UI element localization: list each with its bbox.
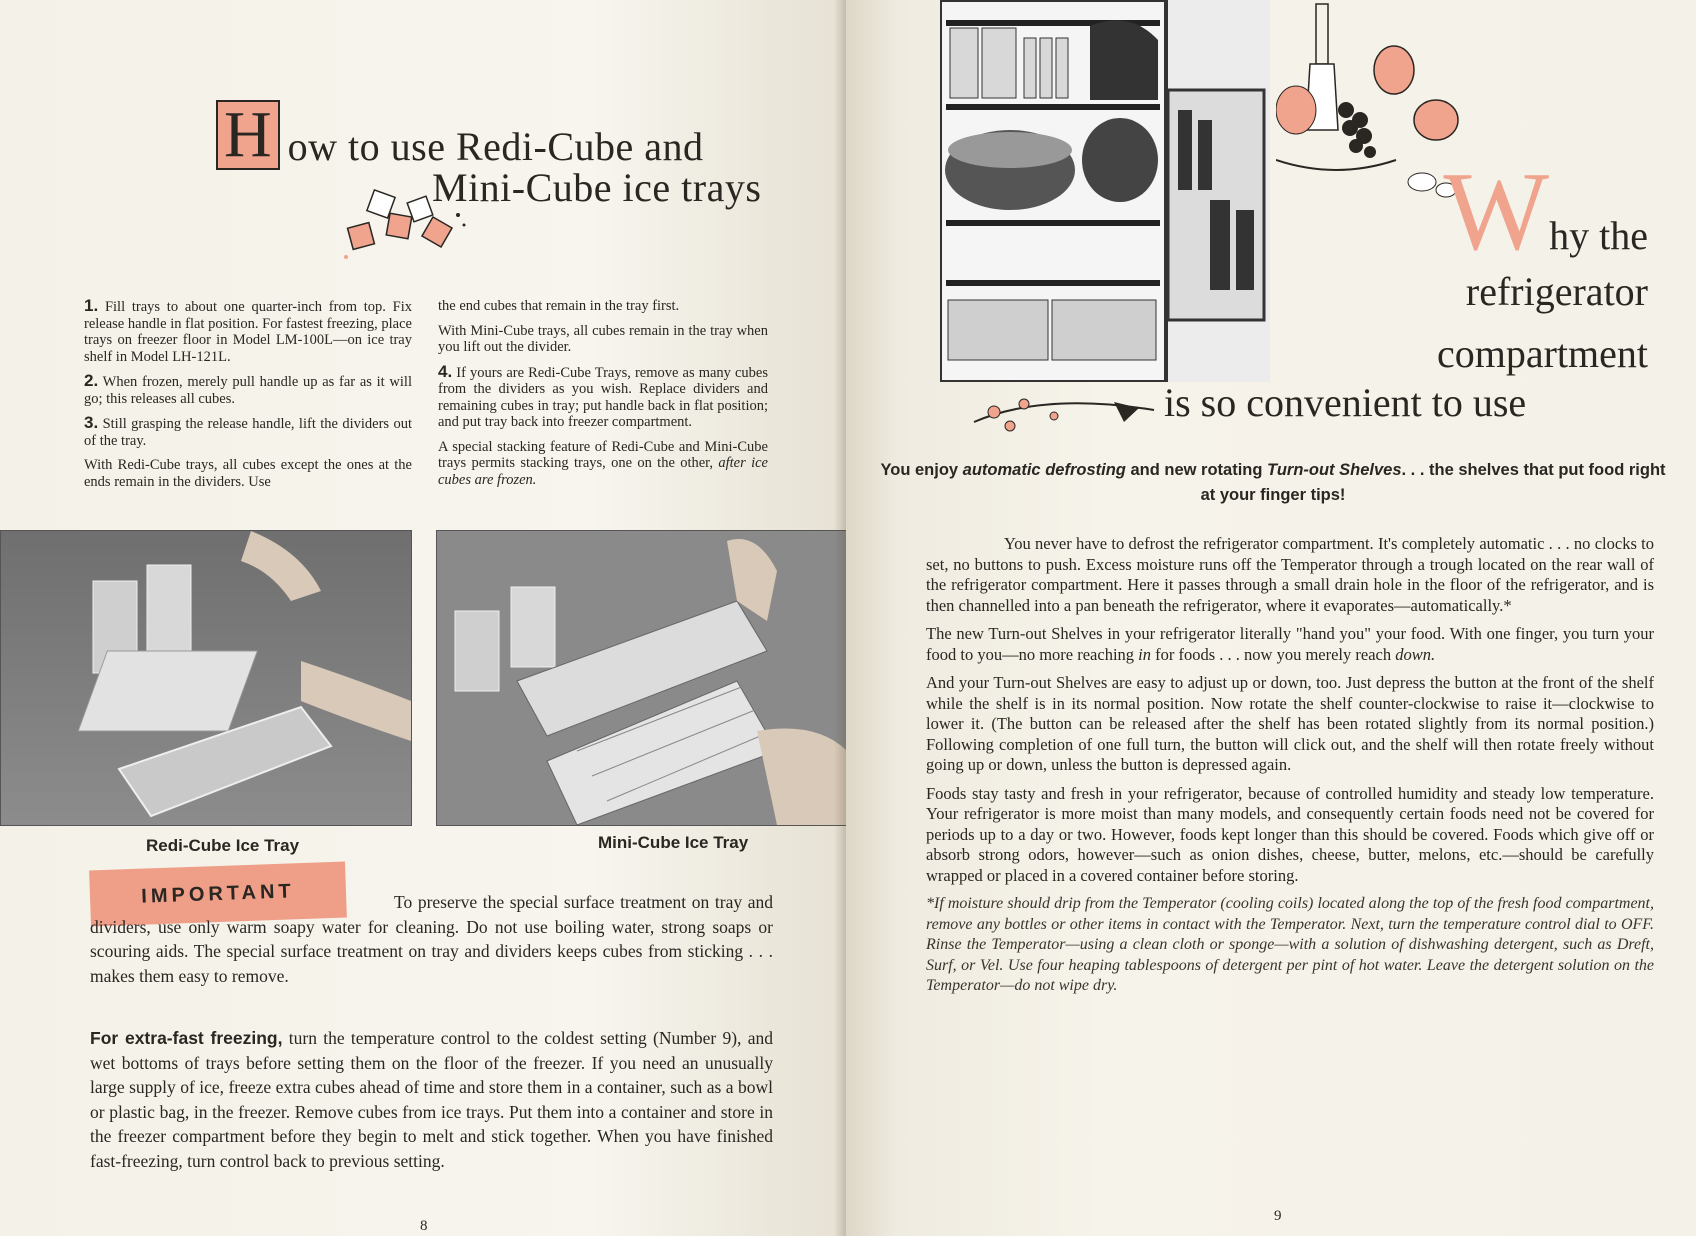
steps-column-1: [84, 298, 412, 498]
right-body: [926, 534, 1654, 1005]
important-text: To preserve the special surface treatment on tray and dividers, use only warm soapy water for cleaning. Do not use boiling water, strong soaps or scouring aids. The special surface treatment on tray and dividers keeps cubes from sticking . . . makes them easy to remove.: [90, 892, 773, 986]
refrigerator-photo: [940, 0, 1270, 382]
lead-paragraph: You enjoy automatic defrosting and new rotating Turn-out Shelves. . . the shelves that put food right at your finger tips!: [880, 461, 1666, 504]
caption-mini-cube: Mini-Cube Ice Tray: [598, 833, 749, 852]
paragraph-turnout: The new Turn-out Shelves in your refrigerator literally "hand you" your food. With one finger, you turn your food to you—no more reaching in for foods . . . now you merely reach down.: [926, 624, 1654, 664]
step-4: 4. If yours are Redi-Cube Trays, remove as many cubes from the dividers as you wish. Replace dividers and remaining cubes in tray; put handle back in flat position; and put tray back into freezer compartment.: [438, 361, 769, 430]
page-number-right: 9: [1274, 1208, 1282, 1224]
flower-branch-illustration: [964, 382, 1164, 446]
title-line-1: hy the: [1549, 213, 1648, 258]
title-line-4: is so convenient to use: [1164, 380, 1527, 425]
title-initial-w: W: [1443, 150, 1550, 274]
title-line-2: refrigerator: [1465, 269, 1648, 314]
paragraph-defrost: You never have to defrost the refrigerator compartment. It's completely automatic . . . no clocks to set, no buttons to push. Excess moisture runs off the Temperator through a trough located on the rear wall of the refrigerator compartment. Here it passes through a small drain hole in the floor of the refrigerator, and is then channelled into a pan beneath the refrigerator, where it evaporates—automatically.*: [926, 534, 1654, 615]
step-3: 3. Still grasping the release handle, lift the dividers out of the tray.: [84, 413, 413, 449]
fast-freezing-text: turn the temperature control to the coldest setting (Number 9), and wet bottoms of trays before setting them on the floor of the freezer. If you need an unusually large supply of ice, freeze extra cubes ahead of time and store them in a container, such as a bowl or plastic bag, in the freezer. Remove cubes from ice trays. Put them into a container and store in the freezer compartment before they begin to melt and stick together. When you have finished fast-freezing, turn control back to previous setting.: [90, 1028, 773, 1171]
left-page: [0, 0, 846, 1236]
footnote: *If moisture should drip from the Temperator (cooling coils) located along the top of the fresh food compartment, remove any bottles or other items in contact with the Temperator. Next, turn the temperature control dial to OFF. Rinse the Temperator—using a clean cloth or sponge—with a solution of dishwashing detergent, such as Dreft, Surf, or Vel. Use four heaping tablespoons of detergent per pint of hot water. Leave the detergent solution on the Temperator—do not wipe dry.: [926, 895, 1654, 994]
page-number-left: 8: [420, 1218, 428, 1234]
title-initial-h: H: [216, 100, 280, 170]
step-3-note-continued: the end cubes that remain in the tray first.: [438, 298, 680, 314]
title-line-1: ow to use Redi-Cube and: [287, 124, 704, 169]
fast-freezing-paragraph: [90, 1026, 773, 1173]
step-3-note: With Redi-Cube trays, all cubes except the ones at the ends remain in the dividers. Use: [84, 457, 412, 490]
right-title: [1302, 150, 1648, 385]
paragraph-humidity: Foods stay tasty and fresh in your refrigerator, because of controlled humidity and steady low temperature. Your refrigerator is more moist than many models, and consequently certain foods need not be covered for periods up to a day or two. However, foods kept longer than this should be covered. Foods which give off or absorb strong odors, however—such as onion dishes, cheese, butter, melons, etc.—should be carefully wrapped or placed in a covered container before storing.: [926, 783, 1654, 885]
mini-cube-photo: [436, 530, 846, 826]
title-line-2: Mini-Cube ice trays: [432, 165, 762, 210]
title-line-3: compartment: [1436, 331, 1648, 376]
right-page: [846, 0, 1696, 1236]
step-2: 2. When frozen, merely pull handle up as far as it will go; this releases all cubes.: [84, 371, 412, 407]
important-badge: IMPORTANT: [89, 862, 347, 927]
left-title: [216, 100, 704, 170]
mini-cube-note: With Mini-Cube trays, all cubes remain in the tray when you lift out the divider.: [438, 322, 768, 355]
paragraph-adjust: And your Turn-out Shelves are easy to adjust up or down, too. Just depress the button at the front of the shelf while the shelf is in its normal position. Now rotate the shelf counter-clockwise to raise it—clockwise to lower it. (The button can be released after the shelf has been rotated slightly from its normal position.) Following completion of one full turn, the button will click out, and the shelf will then rotate freely without going up or down, unless the button is depressed again.: [926, 673, 1654, 774]
redi-cube-photo: [0, 530, 412, 826]
step-1: 1. Fill trays to about one quarter-inch from top. Fix release handle in flat position. For fastest freezing, place trays on freezer floor in Model LM-100L—on ice tray shelf in Model LH-121L.: [84, 296, 413, 365]
caption-redi-cube: Redi-Cube Ice Tray: [146, 836, 300, 855]
stacking-note: A special stacking feature of Redi-Cube and Mini-Cube trays permits stacking trays, one on the other, after ice cubes are frozen.: [438, 438, 768, 488]
steps-column-2: [438, 298, 768, 496]
ice-cube-illustration: [340, 185, 470, 265]
fast-freezing-label: For extra-fast freezing,: [90, 1028, 283, 1048]
